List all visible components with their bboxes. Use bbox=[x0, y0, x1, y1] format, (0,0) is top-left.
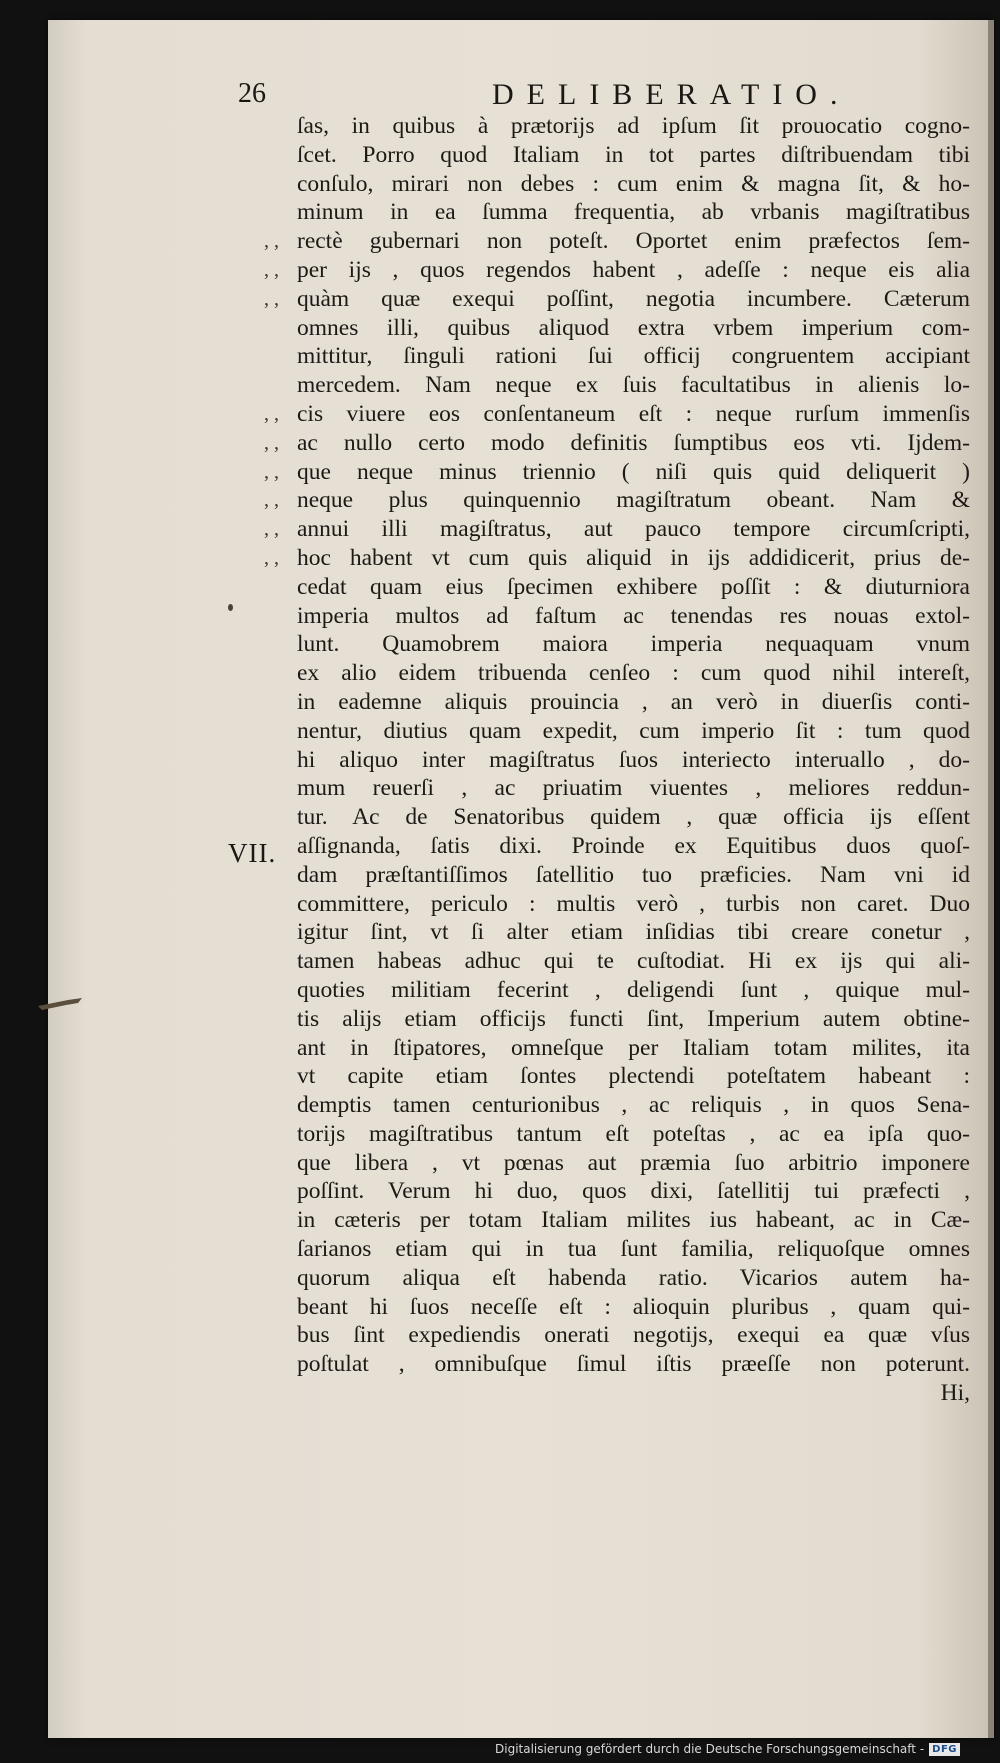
text-line bbox=[297, 890, 970, 919]
text-line-content: ſas, in quibus à prætorijs ad ipſum ſit prouocatio cogno- bbox=[297, 113, 970, 139]
text-line-content: bus ſint expediendis onerati negotijs, exequi ea quæ vſus bbox=[297, 1322, 970, 1349]
text-line bbox=[297, 1177, 970, 1206]
quotation-marker: , , bbox=[264, 258, 279, 281]
text-line-content: conſulo, mirari non debes : cum enim & magna ſit, & ho- bbox=[297, 170, 970, 197]
quotation-marker: , , bbox=[264, 402, 279, 425]
catchword: Hi, bbox=[940, 1380, 970, 1407]
text-line bbox=[264, 429, 970, 458]
text-line bbox=[297, 170, 970, 199]
text-line bbox=[297, 803, 970, 832]
text-line-content: omnes illi, quibus aliquod extra vrbem imperium com- bbox=[297, 314, 970, 341]
text-line-content: quoties militiam fecerint , deligendi ſunt , quique mul- bbox=[297, 976, 970, 1003]
text-line bbox=[297, 112, 970, 141]
text-line bbox=[297, 198, 970, 227]
text-line bbox=[297, 630, 970, 659]
text-line-content: quorum aliqua eſt habenda ratio. Vicarios autem ha- bbox=[297, 1264, 970, 1291]
bookmark-ribbon bbox=[38, 998, 82, 1010]
text-line bbox=[297, 1206, 970, 1235]
text-line bbox=[297, 342, 970, 371]
text-line bbox=[297, 1293, 970, 1322]
text-line bbox=[297, 774, 970, 803]
quotation-marker: , , bbox=[264, 230, 279, 253]
text-line-content: annui illi magiſtratus, aut pauco tempore circumſcripti, bbox=[297, 516, 970, 543]
text-line bbox=[297, 1264, 970, 1293]
text-line bbox=[297, 1034, 970, 1063]
text-line-content: demptis tamen centurionibus , ac reliquis , in quos Sena- bbox=[297, 1092, 970, 1119]
text-line-content: minum in ea ſumma frequentia, ab vrbanis magiſtratibus bbox=[297, 199, 970, 226]
text-line-content: in eademne aliquis prouincia , an verò in diuerſis conti- bbox=[297, 688, 970, 715]
text-line-content: rectè gubernari non poteſt. Oportet enim præfectos ſem- bbox=[297, 228, 970, 255]
text-line-content: hoc habent vt cum quis aliquid in ijs addidicerit, prius de- bbox=[297, 544, 970, 571]
text-line bbox=[297, 1005, 970, 1034]
quotation-marker: , , bbox=[264, 287, 279, 310]
text-line-content: tis alijs etiam officijs functi ſint, Imperium autem obtine- bbox=[297, 1005, 970, 1032]
text-line bbox=[297, 1091, 970, 1120]
text-line-content: ſarianos etiam qui in tua ſunt familia, reliquoſque omnes bbox=[297, 1236, 970, 1263]
text-line-content: imperia multos ad faſtum ac tenendas res nouas extol- bbox=[297, 602, 970, 629]
text-line bbox=[297, 746, 970, 775]
text-line bbox=[297, 832, 970, 861]
text-line bbox=[264, 544, 970, 573]
text-line-content: torijs magiſtratibus tantum eſt poteſtas , ac ea ipſa quo- bbox=[297, 1120, 970, 1147]
running-title: DELIBERATIO. bbox=[492, 78, 851, 111]
text-line-content: vt capite etiam ſontes plectendi poteſtatem habeant : bbox=[297, 1063, 970, 1090]
text-line-content: ſcet. Porro quod Italiam in tot partes diſtribuendam tibi bbox=[297, 141, 970, 168]
quotation-marker: , , bbox=[264, 460, 279, 483]
text-line bbox=[297, 1120, 970, 1149]
quotation-marker: , , bbox=[264, 546, 279, 569]
digitization-credit bbox=[495, 1739, 960, 1759]
text-line-content: neque plus quinquennio magiſtratum obeant. Nam & bbox=[297, 487, 970, 514]
text-line bbox=[297, 918, 970, 947]
text-line bbox=[297, 1235, 970, 1264]
text-line bbox=[297, 947, 970, 976]
text-line-content: dam præſtantiſſimos ſatellitio tuo præficies. Nam vni id bbox=[297, 861, 970, 888]
text-line-content: in cæteris per totam Italiam milites ius habeant, ac in Cæ- bbox=[297, 1207, 970, 1234]
text-line bbox=[297, 141, 970, 170]
text-line-content: mum reuerſi , ac priuatim viuentes , meliores reddun- bbox=[297, 775, 970, 802]
text-line bbox=[264, 227, 970, 256]
text-line bbox=[297, 1350, 970, 1379]
quotation-marker: , , bbox=[264, 431, 279, 454]
text-line-content: lunt. Quamobrem maiora imperia nequaquam vnum bbox=[297, 631, 970, 658]
credit-text: Digitalisierung gefördert durch die Deutsche Forschungsgemeinschaft - bbox=[495, 1742, 925, 1756]
text-line-content: hi aliquo inter magiſtratus ſuos interiecto interuallo , do- bbox=[297, 746, 970, 773]
text-line bbox=[264, 515, 970, 544]
quotation-marker: , , bbox=[264, 489, 279, 512]
text-line-content: per ijs , quos regendos habent , adeſſe : neque eis alia bbox=[297, 256, 970, 283]
text-line bbox=[297, 1149, 970, 1178]
text-line bbox=[264, 400, 970, 429]
text-line-content: ex alio eidem tribuenda cenſeo : cum quod nihil intereſt, bbox=[297, 660, 970, 687]
text-line-content: cis viuere eos conſentaneum eſt : neque rurſum immenſis bbox=[297, 400, 970, 427]
text-line bbox=[297, 602, 970, 631]
text-line-content: que libera , vt pœnas aut præmia ſuo arbitrio imponere bbox=[297, 1149, 970, 1176]
ink-spot bbox=[228, 604, 233, 611]
text-line-content: poſſint. Verum hi duo, quos dixi, ſatellitij tui præfecti , bbox=[297, 1178, 970, 1205]
text-line bbox=[297, 688, 970, 717]
text-line bbox=[297, 659, 970, 688]
text-line bbox=[297, 861, 970, 890]
text-line-content: tur. Ac de Senatoribus quidem , quæ officia ijs eſſent bbox=[297, 804, 970, 831]
text-line-content: quàm quæ exequi poſſint, negotia incumbere. Cæterum bbox=[297, 285, 970, 312]
text-line bbox=[264, 285, 970, 314]
text-line bbox=[297, 976, 970, 1005]
text-line bbox=[264, 486, 970, 515]
text-line bbox=[297, 717, 970, 746]
text-line-content: mercedem. Nam neque ex ſuis facultatibus in alienis lo- bbox=[297, 372, 970, 399]
text-line-content: tamen habeas adhuc qui te cuſtodiat. Hi ex ijs qui ali- bbox=[297, 948, 970, 975]
text-line-content: beant hi ſuos neceſſe eſt : alioquin pluribus , quam qui- bbox=[297, 1293, 970, 1320]
text-line-content: poſtulat , omnibuſque ſimul iſtis præeſſe non poterunt. bbox=[297, 1351, 970, 1378]
text-line-content: nentur, diutius quam expedit, cum imperio ſit : tum quod bbox=[297, 717, 970, 744]
text-line-content: que neque minus triennio ( niſi quis quid deliquerit ) bbox=[297, 458, 970, 485]
text-line-content: ant in ſtipatores, omneſque per Italiam totam milites, ita bbox=[297, 1034, 970, 1061]
text-line bbox=[264, 458, 970, 487]
text-line-content: igitur ſint, vt ſi alter etiam inſidias tibi creare conetur , bbox=[297, 919, 970, 946]
body-text bbox=[264, 112, 970, 1408]
text-line bbox=[297, 1321, 970, 1350]
text-line bbox=[264, 256, 970, 285]
page-number: 26 bbox=[238, 78, 266, 109]
section-marker: VII. bbox=[228, 838, 277, 868]
text-line bbox=[297, 1062, 970, 1091]
quotation-marker: , , bbox=[264, 518, 279, 541]
text-line-content: aſſignanda, ſatis dixi. Proinde ex Equitibus duos quoſ- bbox=[297, 832, 970, 859]
text-line bbox=[297, 314, 970, 343]
text-line-content: cedat quam eius ſpecimen exhibere poſſit : & diuturniora bbox=[297, 573, 970, 600]
text-line bbox=[297, 371, 970, 400]
text-line-content: committere, periculo : multis verò , turbis non caret. Duo bbox=[297, 890, 970, 917]
text-line-content: ac nullo certo modo definitis ſumptibus eos vti. Ijdem- bbox=[297, 429, 970, 456]
text-line-content: mittitur, ſinguli rationi ſui officij congruentem accipiant bbox=[297, 343, 970, 370]
dfg-logo: DFG bbox=[929, 1743, 960, 1756]
text-line bbox=[297, 573, 970, 602]
page-edge bbox=[988, 20, 994, 1738]
